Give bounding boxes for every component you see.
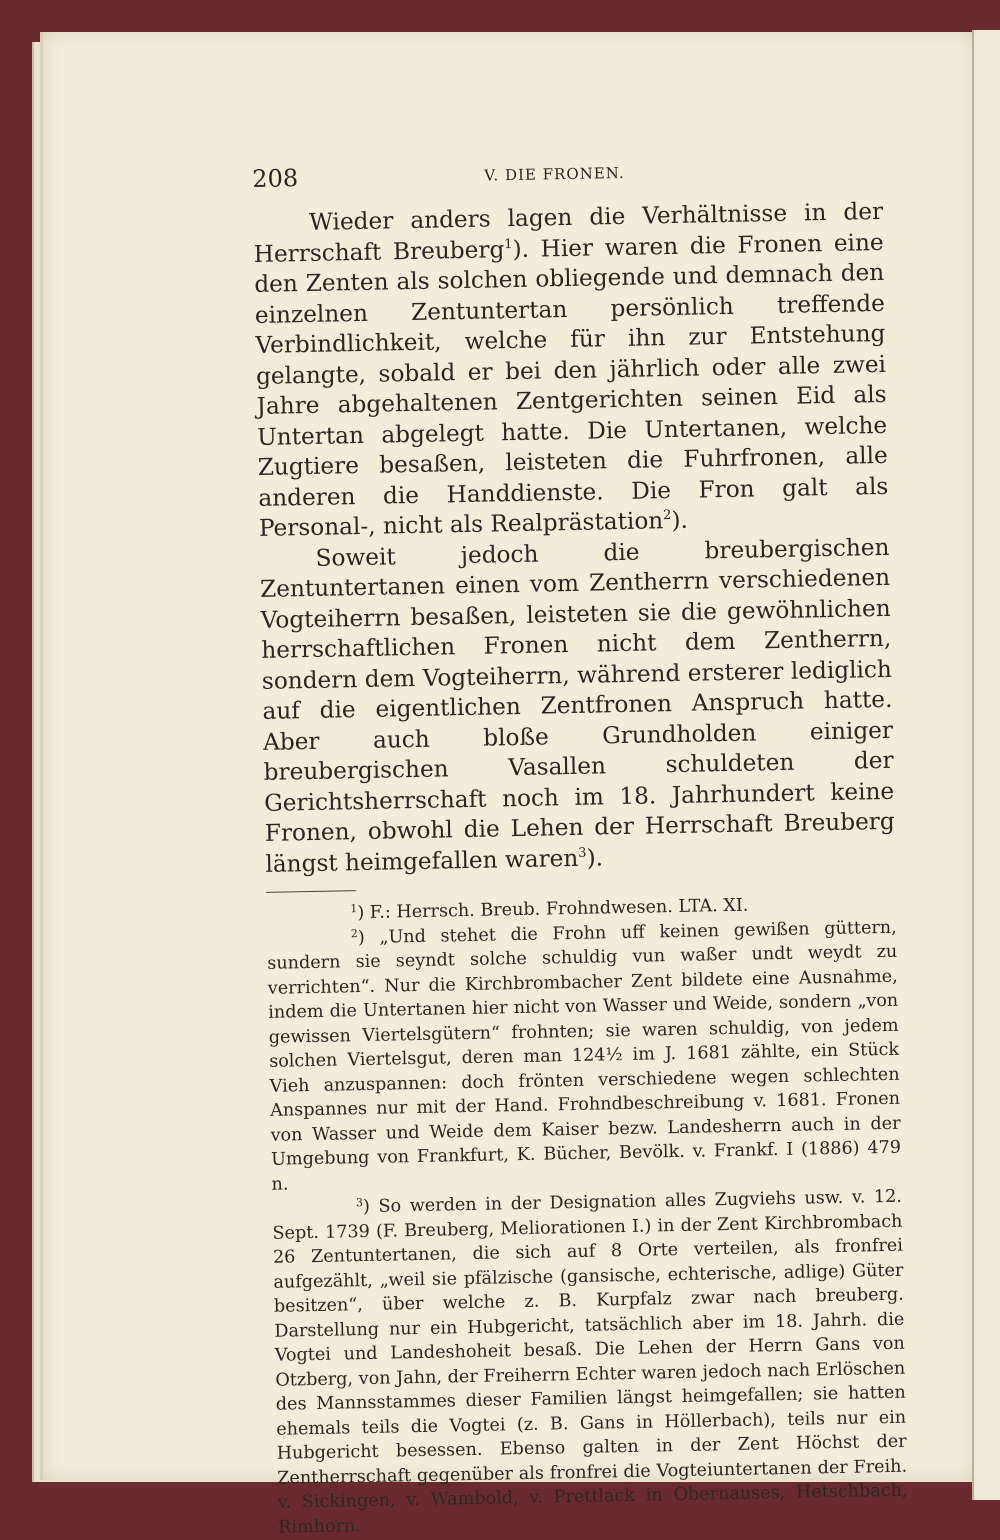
footnote-3-mark: 3 bbox=[355, 1196, 364, 1210]
footnote-2-mark: 2 bbox=[350, 926, 358, 940]
footnote-2-text: ) „Und stehet die Frohn uff keinen gewißen güttern, sundern sie seyndt solche schuldig vun waßer undt weydt zu verrichten“. Nur die Kirchbrombacher Zent bildete eine Ausnahme, indem die Untertanen hier nicht von Wasser und Weide, sondern „von gewissen Viertelsgütern“ frohnten; sie waren schuldig, von jedem solchen Viertelsgut, deren man 124½ im J. 1681 zählte, ein Stück Vieh anzuspannen: doch frönten verschiedene wegen schlechten Anspannes nur mit der Hand. Frohndbeschreibung v. 1681. Fronen von Wasser und Weide dem Kaiser bezw. Landesherrn auch in der Umgebung von Frankfurt, K. Bücher, Bevölk. v. Frankf. I (1886) 479 n. bbox=[267, 917, 902, 1195]
main-text bbox=[253, 197, 896, 880]
footnote-ref-2: 2 bbox=[662, 508, 672, 524]
page-number: 208 bbox=[252, 164, 299, 193]
paragraph-2-text-a: Soweit jedoch die breubergischen Zentuntertanen einen vom Zentherrn verschiedenen Vogteiherrn besaßen, leisteten sie die gewöhnlichen herrschaftlichen Fronen nicht dem Zentherrn, sondern dem Vogteiherrn, während ersterer lediglich auf die eigentlichen Zentfronen Anspruch hatte. Aber auch bloße Grundholden einiger breubergischen Vasallen schuldeten der Gerichtsherrschaft noch im 18. Jahrhundert keine Fronen, obwohl die Lehen der Herrschaft Breuberg längst heimgefallen waren bbox=[259, 533, 895, 878]
footnote-ref-1: 1 bbox=[504, 236, 513, 252]
footnote-3-text: ) So werden in der Designation alles Zugviehs usw. v. 12. Sept. 1739 (F. Breuberg, Meliorationen I.) in der Zent Kirchbrombach 26 Zentuntertanen, die sich auf 8 Orte verteilen, als fronfrei aufgezählt, „weil sie pfälzische (gansische, echterische, adlige) Güter besitzen“, über welche z. B. Kurpfalz zwar nach breuberg. Darstellung nur ein Hubgericht, tatsächlich aber im 18. Jahrh. die Vogtei und Landeshoheit besaß. Die Lehen der Herrn Gans von Otzberg, von Jahn, der Freiherrn Echter waren jedoch nach Erlöschen des Mannsstammes dieser Familien längst heimgefallen; sie hatten ehemals teils die Vogtei (z. B. Gans in Höllerbach), teils nur ein Hubgericht besessen. Ebenso galten in der Zent Höchst der Zentherrschaft gegenüber als fronfrei die Vogteiuntertanen der Freih. v. Sickingen, v. Wambold, v. Prettlack in Obernauses, Hetschbach, Rimhorn. bbox=[272, 1186, 908, 1538]
paragraph-1-text-b: . Hier waren die Fronen eine den Zenten als solchen obliegende und demnach den einzelnen Zentuntertan persönlich treffende Verbindlichkeit, welche für ihn zur Entstehung gelangte, sobald er bei den jährlich oder alle zwei Jahre abgehaltenen Zentgerichten seinen Eid als Untertan abgelegt hatte. Die Untertanen, welche Zugtiere besaßen, leisteten die Fuhrfronen, alle anderen die Handdienste. Die Fron galt als Personal-, nicht als Realprästation bbox=[254, 228, 889, 542]
paragraph-1-text-a: Wieder anders lagen die Verhältnisse in der Herrschaft Breuberg bbox=[253, 197, 884, 268]
paragraph-2-text-b: . bbox=[595, 843, 604, 872]
footnotes bbox=[266, 891, 908, 1540]
running-head: V. DIE FRONEN. bbox=[484, 163, 625, 185]
page-content bbox=[252, 153, 908, 1540]
footnote-1-text: ) F.: Herrsch. Breub. Frohndwesen. LTA. XI. bbox=[357, 895, 749, 924]
paragraph-2: Soweit jedoch die breubergischen Zentuntertanen einen vom Zentherrn verschiedenen Vogteiherrn besaßen, leisteten sie die gewöhnlichen herrschaftlichen Fronen nicht dem Zentherrn, sondern dem Vogteiherrn, während ersterer lediglich auf die eigentlichen Zentfronen Anspruch hatte. Aber auch bloße Grundholden einiger breubergischen Vasallen schuldeten der Gerichtsherrschaft noch im 18. Jahrhundert keine Fronen, obwohl die Lehen der Herrschaft Breuberg längst heimgefallen waren$^3$). bbox=[259, 533, 895, 878]
footnote-divider bbox=[266, 890, 356, 893]
paragraph-1: Wieder anders lagen die Verhältnisse in der Herrschaft Breuberg$^1$). Hier waren die Fronen eine den Zenten als solchen obliegende und demnach den einzelnen Zentuntertan persönlich treffende Verbindlichkeit, welche für ihn zur Entstehung gelangte, sobald er bei den jährlich oder alle zwei Jahre abgehaltenen Zentgerichten seinen Eid als Untertan abgelegt hatte. Die Untertanen, welche Zugtiere besaßen, leisteten die Fuhrfronen, alle anderen die Handdienste. Die Fron galt als Personal-, nicht als Realprästation$^2$). bbox=[253, 197, 889, 542]
footnote-1-mark: 1 bbox=[350, 902, 358, 916]
footnote-ref-3: 3 bbox=[578, 845, 587, 861]
paragraph-1-text-c: . bbox=[680, 506, 689, 534]
footnote-3 bbox=[272, 1185, 908, 1540]
footnote-2 bbox=[267, 915, 902, 1197]
facing-page-edge bbox=[972, 30, 1000, 1500]
